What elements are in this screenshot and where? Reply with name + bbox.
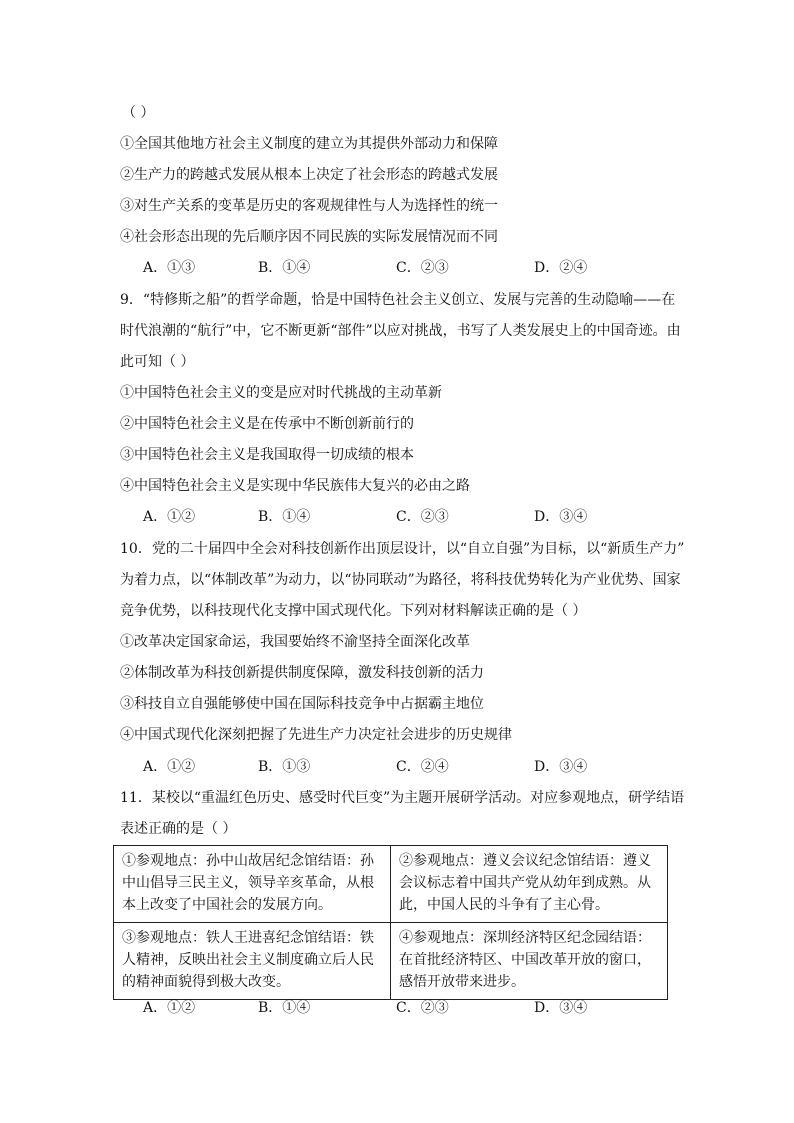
q9-option-c[interactable]: C．②③ <box>396 509 449 525</box>
q9-stem-line-3: 此可知（ ） <box>120 354 195 370</box>
q11-table-cell-4: ④参观地点：深圳经济特区纪念园结语：在首批经济特区、中国改革开放的窗口，感悟开放带来进步。 <box>391 923 668 1000</box>
q11-stem-line-2: 表述正确的是（ ） <box>120 821 237 837</box>
q11-option-d[interactable]: D．③④ <box>534 1000 588 1016</box>
q10-item-1: ①改革决定国家命运，我国要始终不渝坚持全面深化改革 <box>120 634 470 650</box>
q10-item-4: ④中国式现代化深刻把握了先进生产力决定社会进步的历史规律 <box>120 727 512 743</box>
q9-option-b[interactable]: B．①④ <box>258 509 311 525</box>
q9-stem-line-1: 9．“特修斯之船”的哲学命题，恰是中国特色社会主义创立、发展与完善的生动隐喻——在 <box>120 292 676 308</box>
q10-option-d[interactable]: D．③④ <box>534 759 588 775</box>
q9-item-3: ③中国特色社会主义是我国取得一切成绩的根本 <box>120 447 414 463</box>
q8-options <box>143 258 623 278</box>
q10-option-c[interactable]: C．②④ <box>396 759 449 775</box>
q8-item-1: ①全国其他地方社会主义制度的建立为其提供外部动力和保障 <box>120 136 498 152</box>
q10-option-b[interactable]: B．①③ <box>258 759 311 775</box>
q10-item-3: ③科技自立自强能够使中国在国际科技竞争中占据霸主地位 <box>120 696 484 712</box>
q10-stem-line-3: 竞争优势，以科技现代化支撑中国式现代化。下列对材料解读正确的是（ ） <box>120 603 587 619</box>
q8-stem-end: （ ） <box>122 105 155 121</box>
q11-stem-line-1: 11．某校以“重温红色历史、感受时代巨变”为主题开展研学活动。对应参观地点，研学结语 <box>120 790 685 806</box>
q8-option-d[interactable]: D．②④ <box>534 260 588 276</box>
q10-stem-line-2: 为着力点，以“体制改革”为动力，以“协同联动”为路径，将科技优势转化为产业优势、国家 <box>120 572 681 588</box>
q8-option-a[interactable]: A．①③ <box>143 260 196 276</box>
q10-item-2: ②体制改革为科技创新提供制度保障，激发科技创新的活力 <box>120 665 484 681</box>
q11-table-cell-3: ③参观地点：铁人王进喜纪念馆结语：铁人精神，反映出社会主义制度确立后人民的精神面貌得到极大改变。 <box>114 923 391 1000</box>
q8-option-b[interactable]: B．①④ <box>258 260 311 276</box>
q10-option-a[interactable]: A．①② <box>143 759 196 775</box>
q11-option-c[interactable]: C．②③ <box>396 1000 449 1016</box>
q11-table-cell-2: ②参观地点：遵义会议纪念馆结语：遵义会议标志着中国共产党从幼年到成熟。从此，中国人民的斗争有了主心骨。 <box>391 846 668 923</box>
q9-option-a[interactable]: A．①② <box>143 509 196 525</box>
q11-option-b[interactable]: B．①④ <box>258 1000 311 1016</box>
q8-item-3: ③对生产关系的变革是历史的客观规律性与人为选择性的统一 <box>120 198 498 214</box>
q10-options <box>143 757 623 777</box>
q8-option-c[interactable]: C．②③ <box>396 260 449 276</box>
q9-option-d[interactable]: D．③④ <box>534 509 588 525</box>
q8-item-2: ②生产力的跨越式发展从根本上决定了社会形态的跨越式发展 <box>120 167 498 183</box>
q11-table <box>113 845 668 1000</box>
q10-stem-line-1: 10．党的二十届四中全会对科技创新作出顶层设计，以“自立自强”为目标，以“新质生产力” <box>120 541 685 557</box>
q11-option-a[interactable]: A．①② <box>143 1000 196 1016</box>
q11-options <box>143 998 623 1018</box>
q9-stem-line-2: 时代浪潮的“航行”中，它不断更新“部件”以应对挑战，书写了人类发展史上的中国奇迹。由 <box>120 323 681 339</box>
q9-item-4: ④中国特色社会主义是实现中华民族伟大复兴的必由之路 <box>120 478 470 494</box>
q11-table-row <box>114 923 668 1000</box>
q9-item-2: ②中国特色社会主义是在传承中不断创新前行的 <box>120 416 414 432</box>
q11-table-row <box>114 846 668 923</box>
q11-table-cell-1: ①参观地点：孙中山故居纪念馆结语：孙中山倡导三民主义，领导辛亥革命，从根本上改变了中国社会的发展方向。 <box>114 846 391 923</box>
q9-item-1: ①中国特色社会主义的变是应对时代挑战的主动革新 <box>120 385 442 401</box>
q8-item-4: ④社会形态出现的先后顺序因不同民族的实际发展情况而不同 <box>120 229 498 245</box>
q9-options <box>143 507 623 527</box>
